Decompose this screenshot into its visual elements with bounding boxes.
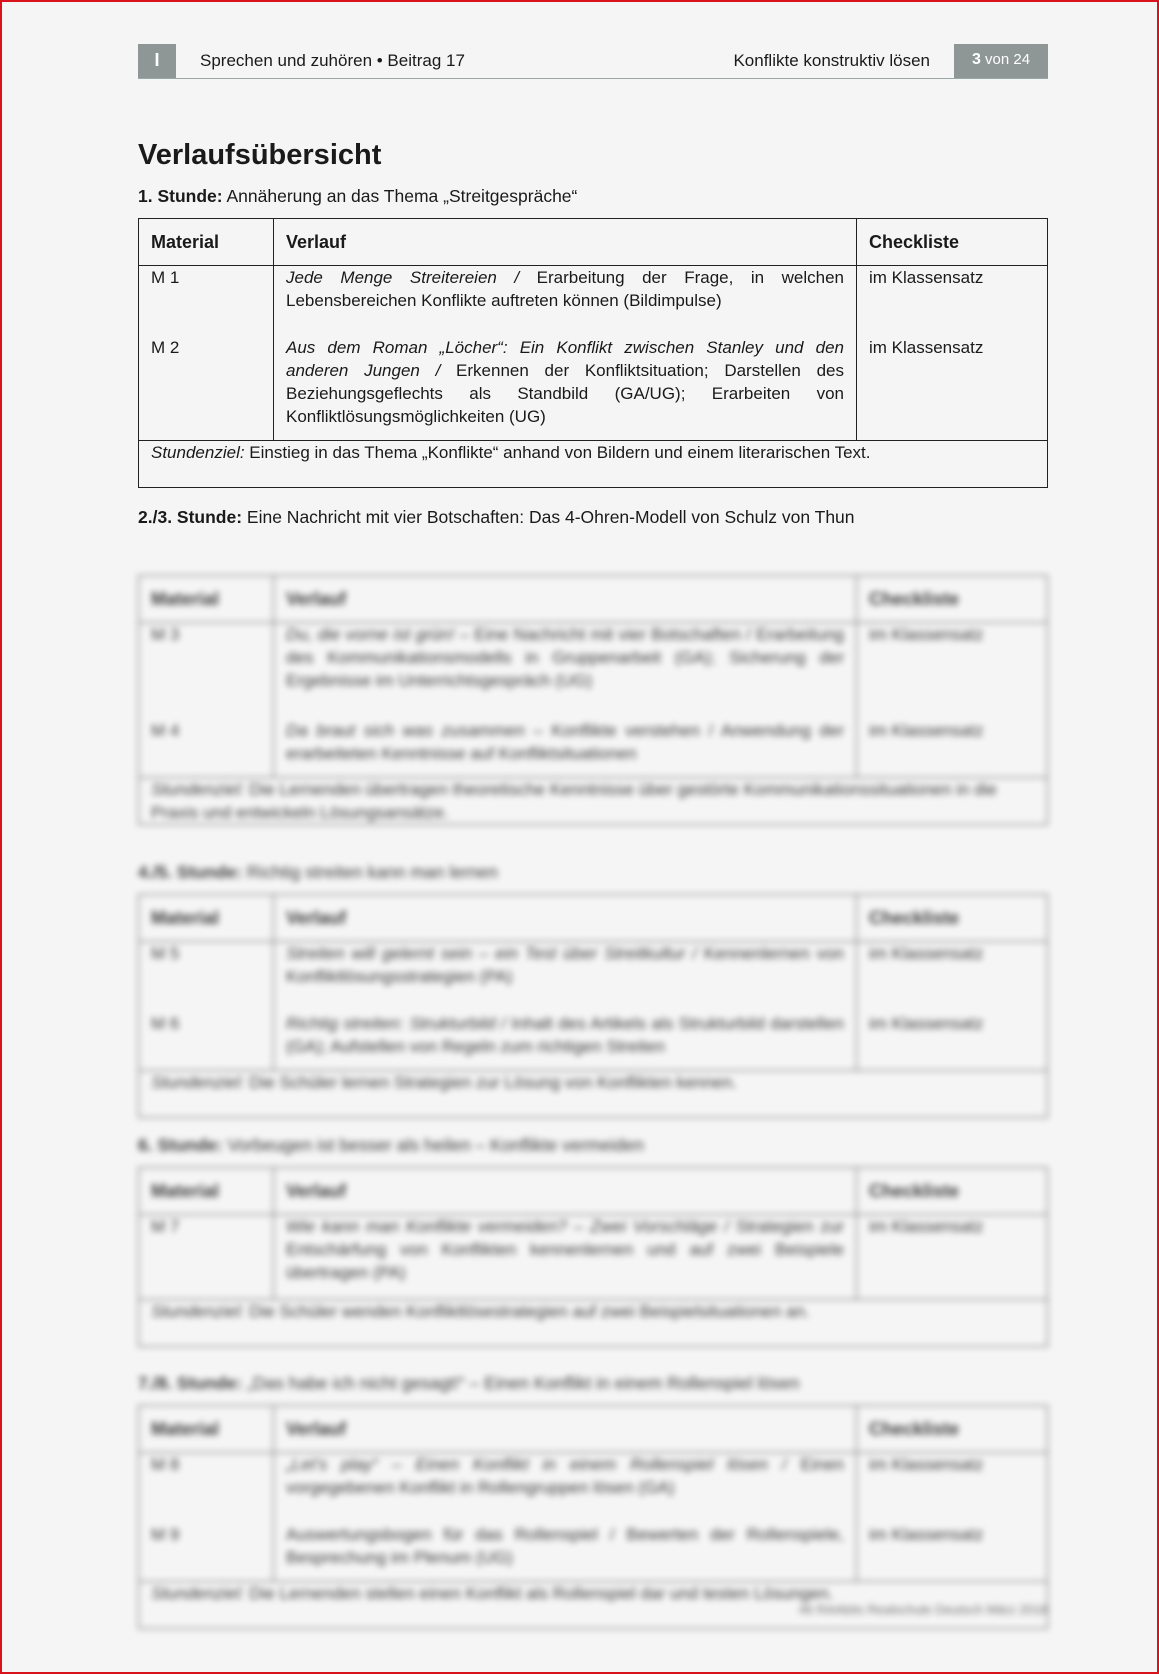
verlauf-description: Strategien zur Entschärfung von Konflikten kennenlernen und auf zwei Beispiele übertragen (PA) xyxy=(286,1217,844,1282)
checkliste-cell xyxy=(857,623,1048,778)
verlauf-description: Eine Nachricht mit vier Botschaften / Erarbeitung des Kommunikationsmodells in Gruppenarbeit (GA); Sicherung der Ergebnisse im Unterrichtsgespräch (UG) xyxy=(286,625,844,690)
col-material-header: Material xyxy=(139,895,274,942)
material-id: M 9 xyxy=(151,1525,180,1544)
page-title: Verlaufsübersicht xyxy=(138,139,382,171)
table-header-row xyxy=(139,219,1048,266)
section-topic: Vorbeugen ist besser als heilen – Konflikte vermeiden xyxy=(227,1135,644,1155)
section-label: 1. Stunde: xyxy=(138,186,223,206)
verlauf-description: Erkennen der Konfliktsituation; Darstellen des Beziehungsgeflechts als Standbild (GA/UG); Erarbeiten von Konfliktlösungsmöglichkeiten (UG) xyxy=(286,361,844,426)
checkliste-value: im Klassensatz xyxy=(869,721,984,740)
lesson-goal-label: Stundenziel: xyxy=(151,1584,245,1603)
verlauf-description: Erarbeitung der Frage, in welchen Lebensbereichen Konflikte auftreten können (Bildimpulse) xyxy=(286,268,845,310)
running-header xyxy=(138,44,1048,79)
lesson-goal xyxy=(139,1071,1048,1118)
table-row xyxy=(139,942,1048,1071)
verlauf-cell xyxy=(274,1215,857,1300)
section-topic: Eine Nachricht mit vier Botschaften: Das 4-Ohren-Modell von Schulz von Thun xyxy=(246,507,855,527)
verlauf-description: Kennenlernen von Konfliktlösungsstrategien (PA) xyxy=(286,944,844,986)
lesson-table xyxy=(138,894,1048,1118)
verlauf-text xyxy=(286,1523,844,1581)
material-id: M 5 xyxy=(151,944,180,963)
lesson-goal xyxy=(139,778,1048,825)
checkliste-cell xyxy=(857,1453,1048,1582)
table-header-row xyxy=(139,895,1048,942)
table-row xyxy=(139,1215,1048,1300)
lesson-goal-text: Die Lernenden übertragen theoretische Kenntnisse über gestörte Kommunikationssituationen in die Praxis und entwickeln Lösungsansätze. xyxy=(151,780,997,822)
col-checkliste-header: Checkliste xyxy=(857,219,1048,266)
section-marker: I xyxy=(138,44,176,78)
col-verlauf-header: Verlauf xyxy=(274,576,857,623)
lesson-goal-text: Die Schüler lernen Strategien zur Lösung von Konflikten kennen. xyxy=(244,1073,737,1092)
verlauf-text xyxy=(286,336,844,440)
verlauf-cell xyxy=(274,266,857,441)
section-label: 2./3. Stunde: xyxy=(138,507,243,527)
verlauf-text xyxy=(286,623,844,707)
lesson-goal-label: Stundenziel: xyxy=(151,1073,245,1092)
verlauf-description: Einen vorgegebenen Konflikt in Rollengruppen lösen (GA) xyxy=(286,1455,845,1497)
material-id: M 2 xyxy=(151,338,180,357)
col-verlauf-header: Verlauf xyxy=(274,1406,857,1453)
lesson-table xyxy=(138,1167,1048,1347)
section-label: 6. Stunde: xyxy=(138,1135,223,1155)
table-header-row xyxy=(139,576,1048,623)
col-material-header: Material xyxy=(139,219,274,266)
lesson-goal-row xyxy=(139,778,1048,825)
verlauf-description: Auswertungsbogen für das Rollenspiel / Bewerten der Rollenspiele, Besprechung im Plenum (UG) xyxy=(286,1525,844,1567)
material-id: M 1 xyxy=(151,268,180,287)
lesson-goal-row xyxy=(139,441,1048,488)
verlauf-text xyxy=(286,1012,844,1070)
checkliste-value: im Klassensatz xyxy=(869,1217,984,1236)
section-label: 7./8. Stunde: xyxy=(138,1373,243,1393)
material-id: M 3 xyxy=(151,625,180,644)
verlauf-text xyxy=(286,1453,844,1511)
col-checkliste-header: Checkliste xyxy=(857,895,1048,942)
checkliste-value: im Klassensatz xyxy=(869,338,984,357)
lesson-goal-label: Stundenziel: xyxy=(151,780,245,799)
col-verlauf-header: Verlauf xyxy=(274,895,857,942)
section-topic: Annäherung an das Thema „Streitgespräche“ xyxy=(226,186,578,206)
lesson-goal-label: Stundenziel: xyxy=(151,1302,245,1321)
material-cell xyxy=(139,266,274,441)
checkliste-value: im Klassensatz xyxy=(869,1455,984,1474)
verlauf-title: Du, die vorne ist grün! – xyxy=(286,625,470,644)
lesson-goal-row xyxy=(139,1071,1048,1118)
verlauf-text xyxy=(286,942,844,1000)
lesson-table xyxy=(138,1405,1048,1629)
footer-credit: 46 RAAbits Realschule Deutsch März 2018 xyxy=(798,1602,1048,1617)
lesson-goal-text: Die Schüler wenden Konfliktlösestrategien auf zwei Beispielsituationen an. xyxy=(244,1302,810,1321)
header-topic: Konflikte konstruktiv lösen xyxy=(733,51,930,70)
checkliste-value: im Klassensatz xyxy=(869,1014,984,1033)
verlauf-title: Richtig streiten: Strukturbild / xyxy=(286,1014,506,1033)
section-heading xyxy=(138,1373,799,1394)
section-heading xyxy=(138,507,855,528)
table-row xyxy=(139,266,1048,441)
verlauf-text xyxy=(286,266,844,324)
lesson-table xyxy=(138,218,1048,488)
table-row xyxy=(139,623,1048,778)
verlauf-title: Wie kann man Konflikte vermeiden? – Zwei Vorschläge / xyxy=(286,1217,730,1236)
lesson-goal xyxy=(139,441,1048,488)
verlauf-title: „Let’s play“ – Einen Konflikt in einem Rollenspiel lösen / xyxy=(286,1455,787,1474)
col-material-header: Material xyxy=(139,1406,274,1453)
verlauf-description: Konflikte verstehen / Anwendung der erarbeiteten Kenntnisse auf Konfliktsituationen xyxy=(286,721,844,763)
checkliste-value: im Klassensatz xyxy=(869,268,984,287)
lesson-goal-text: Die Lernenden stellen einen Konflikt als Rollenspiel dar und testen Lösungen. xyxy=(244,1584,834,1603)
lesson-goal-label: Stundenziel: xyxy=(151,443,245,462)
material-id: M 8 xyxy=(151,1455,180,1474)
checkliste-value: im Klassensatz xyxy=(869,625,984,644)
verlauf-title: Streiten will gelernt sein – ein Test über Streitkultur / xyxy=(286,944,697,963)
page-number-badge xyxy=(954,44,1048,78)
col-checkliste-header: Checkliste xyxy=(857,576,1048,623)
col-checkliste-header: Checkliste xyxy=(857,1168,1048,1215)
lesson-goal xyxy=(139,1300,1048,1347)
verlauf-title: Aus dem Roman „Löcher“: Ein Konflikt zwischen Stanley und den anderen Jungen / xyxy=(286,338,844,380)
section-topic: „Das habe ich nicht gesagt!“ – Einen Konflikt in einem Rollenspiel lösen xyxy=(246,1373,800,1393)
col-verlauf-header: Verlauf xyxy=(274,219,857,266)
section-topic: Richtig streiten kann man lernen xyxy=(246,862,498,882)
material-cell xyxy=(139,1215,274,1300)
col-material-header: Material xyxy=(139,1168,274,1215)
col-material-header: Material xyxy=(139,576,274,623)
header-series-title: Sprechen und zuhören • Beitrag 17 xyxy=(200,51,465,70)
verlauf-text xyxy=(286,719,844,777)
section-heading xyxy=(138,186,577,207)
lesson-table xyxy=(138,575,1048,825)
section-heading xyxy=(138,1135,644,1156)
checkliste-cell xyxy=(857,942,1048,1071)
page-total: von 24 xyxy=(985,51,1031,68)
material-id: M 4 xyxy=(151,721,180,740)
verlauf-title: Jede Menge Streitereien / xyxy=(286,268,520,287)
material-id: M 6 xyxy=(151,1014,180,1033)
section-heading xyxy=(138,862,498,883)
page-number: 3 xyxy=(971,51,981,68)
verlauf-text xyxy=(286,1215,844,1299)
verlauf-cell xyxy=(274,1453,857,1582)
checkliste-value: im Klassensatz xyxy=(869,1525,984,1544)
checkliste-value: im Klassensatz xyxy=(869,944,984,963)
col-checkliste-header: Checkliste xyxy=(857,1406,1048,1453)
verlauf-description: Inhalt des Artikels als Strukturbild darstellen (GA); Aufstellen von Regeln zum richtigen Streiten xyxy=(286,1014,844,1056)
table-header-row xyxy=(139,1168,1048,1215)
section-label: 4./5. Stunde: xyxy=(138,862,243,882)
material-id: M 7 xyxy=(151,1217,180,1236)
verlauf-title: Da braut sich was zusammen – xyxy=(286,721,543,740)
document-page xyxy=(138,44,1048,1617)
material-cell xyxy=(139,942,274,1071)
verlauf-cell xyxy=(274,942,857,1071)
checkliste-cell xyxy=(857,1215,1048,1300)
lesson-goal-row xyxy=(139,1300,1048,1347)
checkliste-cell xyxy=(857,266,1048,441)
verlauf-cell xyxy=(274,623,857,778)
col-verlauf-header: Verlauf xyxy=(274,1168,857,1215)
material-cell xyxy=(139,623,274,778)
table-header-row xyxy=(139,1406,1048,1453)
table-row xyxy=(139,1453,1048,1582)
material-cell xyxy=(139,1453,274,1582)
lesson-goal-text: Einstieg in das Thema „Konflikte“ anhand von Bildern und einem literarischen Text. xyxy=(244,443,871,462)
